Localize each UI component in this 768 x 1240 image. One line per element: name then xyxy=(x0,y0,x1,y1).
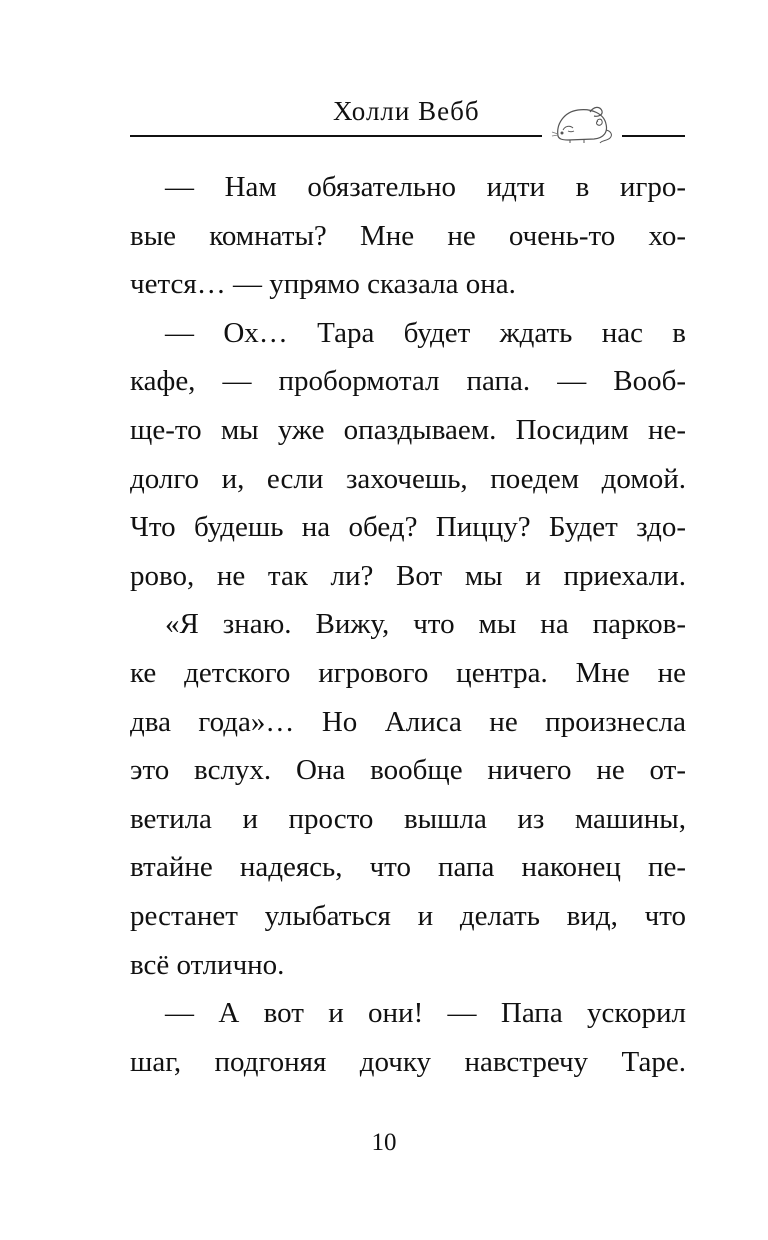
text-line: всё отлично. xyxy=(130,948,285,981)
text-line: рестанет улыбаться и делать вид, что xyxy=(130,899,686,932)
text-line: ке детского игрового центра. Мне не xyxy=(130,656,686,689)
header-rule-left xyxy=(130,135,542,137)
header-rule-right xyxy=(622,135,685,137)
text-line: шаг, подгоняя дочку навстречу Таре. xyxy=(130,1045,686,1078)
text-line: кафе, — пробормотал папа. — Вооб- xyxy=(130,365,686,398)
text-line: ветила и просто вышла из машины, xyxy=(130,802,686,835)
text-line: ще-то мы уже опаздываем. Посидим не- xyxy=(130,413,686,446)
running-header xyxy=(0,0,768,160)
author-name: Холли Вебб xyxy=(333,96,480,126)
text-line: — А вот и они! — Папа ускорил xyxy=(165,997,686,1030)
text-line: — Нам обязательно идти в игро- xyxy=(165,171,686,203)
body-text xyxy=(130,163,686,1086)
text-line: рово, не так ли? Вот мы и приехали. xyxy=(130,559,686,592)
text-line: долго и, если захочешь, поедем домой. xyxy=(130,462,686,495)
text-line: Что будешь на обед? Пиццу? Будет здо- xyxy=(130,511,686,544)
text-line: — Ох… Тара будет ждать нас в xyxy=(165,316,686,349)
text-line: чется… — упрямо сказала она. xyxy=(130,268,516,301)
text-line: втайне надеясь, что папа наконец пе- xyxy=(130,851,686,884)
sleeping-mouse-icon xyxy=(550,100,614,146)
text-line: два года»… Но Алиса не произнесла xyxy=(130,705,686,738)
text-line: это вслух. Она вообще ничего не от- xyxy=(130,754,686,787)
text-line: вые комнаты? Мне не очень-то хо- xyxy=(130,219,686,252)
page-number: 10 xyxy=(371,1129,397,1156)
text-line: «Я знаю. Вижу, что мы на парков- xyxy=(165,608,686,641)
